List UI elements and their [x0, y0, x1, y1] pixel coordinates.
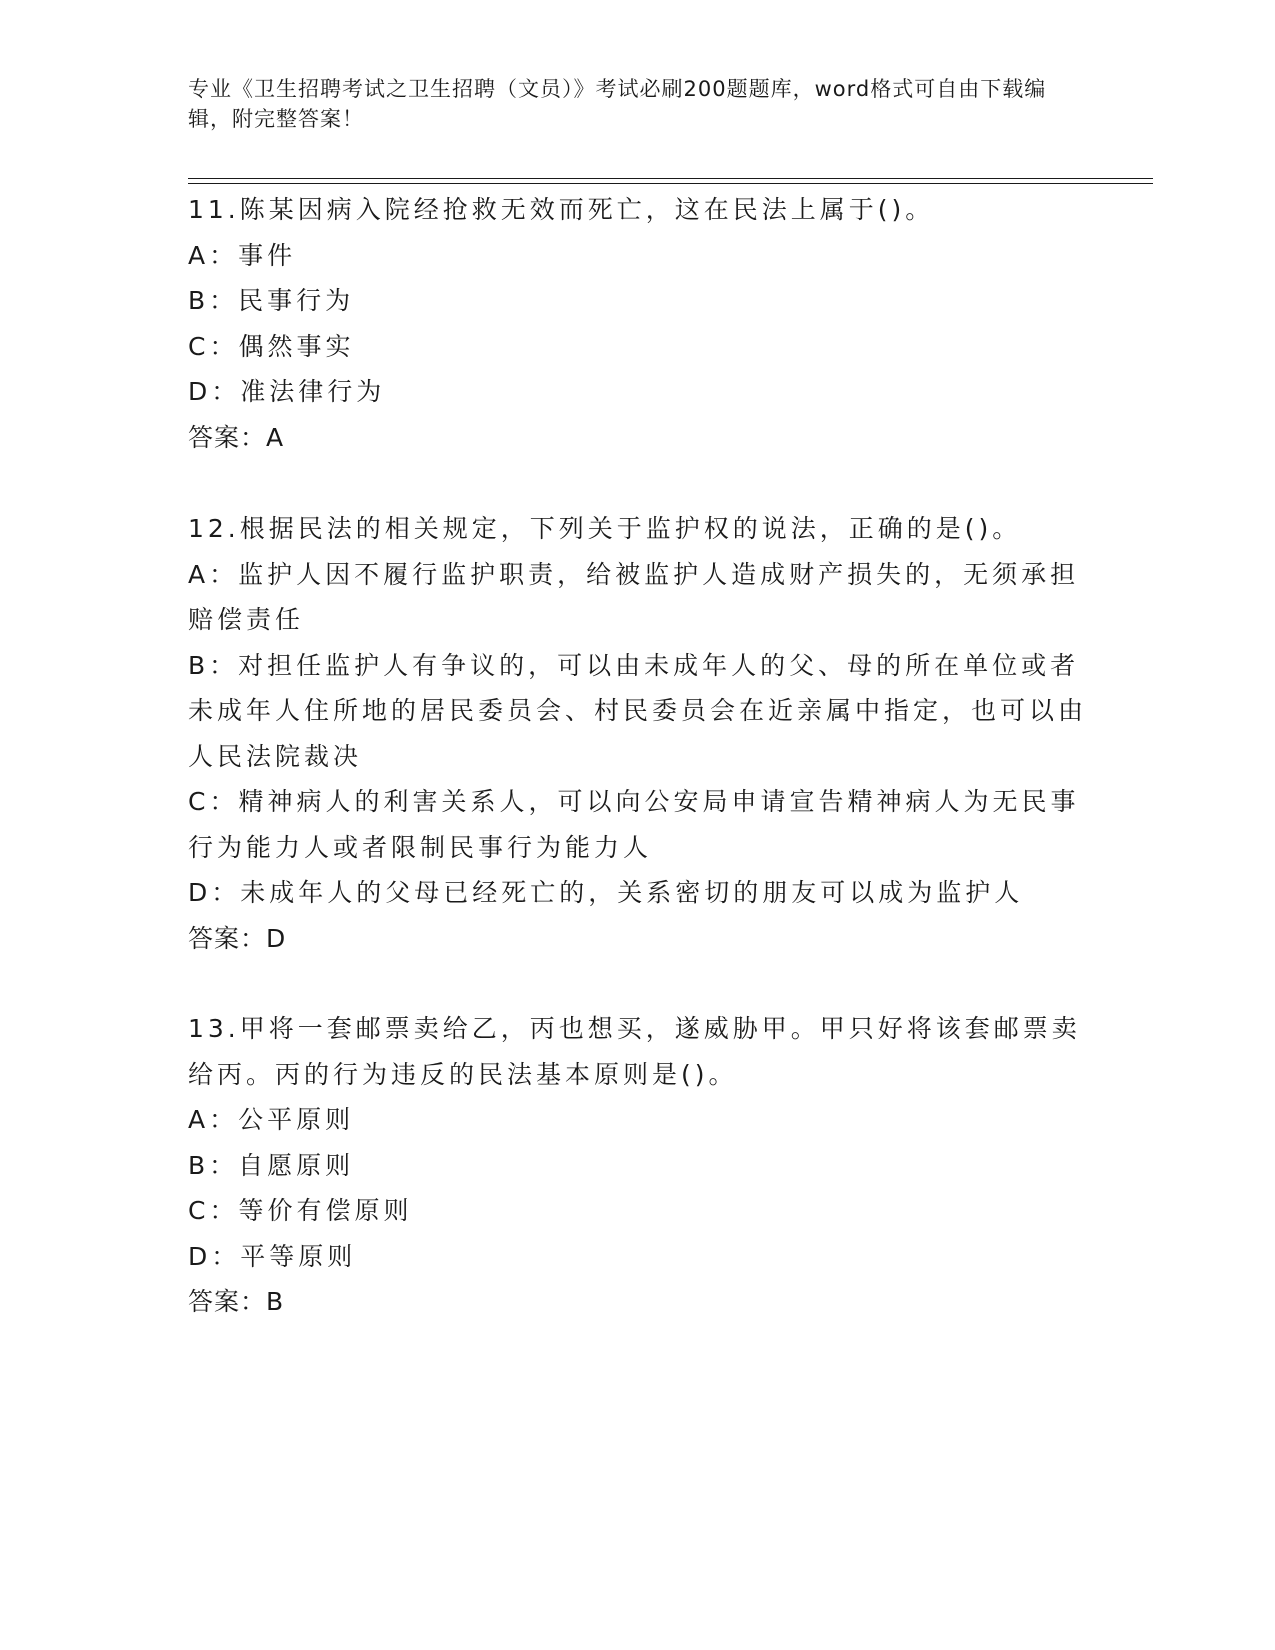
question-stem: 11.陈某因病入院经抢救无效而死亡，这在民法上属于()。	[188, 195, 935, 224]
answer-line: 答案：D	[188, 923, 287, 953]
option-c: C：等价有偿原则	[188, 1196, 413, 1225]
question-11	[188, 187, 1088, 460]
header-divider-top	[188, 178, 1153, 179]
option-d: D：未成年人的父母已经死亡的，关系密切的朋友可以成为监护人	[188, 878, 1024, 907]
question-stem: 12.根据民法的相关规定，下列关于监护权的说法，正确的是()。	[188, 514, 1022, 543]
option-d: D：准法律行为	[188, 377, 386, 406]
option-a: A：监护人因不履行监护职责，给被监护人造成财产损失的，无须承担赔偿责任	[188, 559, 1080, 634]
option-b: B：民事行为	[188, 286, 355, 315]
option-b: B：自愿原则	[188, 1150, 355, 1180]
option-a: A：事件	[188, 240, 297, 270]
option-c: C：精神病人的利害关系人，可以向公安局申请宣告精神病人为无民事行为能力人或者限制民事行为能力人	[188, 787, 1080, 862]
answer-line: 答案：A	[188, 422, 285, 452]
question-12	[188, 506, 1088, 961]
header-divider-bottom	[188, 183, 1153, 184]
option-a: A：公平原则	[188, 1105, 355, 1134]
header-text: 专业《卫生招聘考试之卫生招聘（文员）》考试必刷200题题库，word格式可自由下载编辑，附完整答案！	[188, 77, 1047, 131]
question-stem: 13.甲将一套邮票卖给乙，丙也想买，遂威胁甲。甲只好将该套邮票卖给丙。丙的行为违反的民法基本原则是()。	[188, 1014, 1081, 1089]
question-13	[188, 1006, 1088, 1325]
option-d: D：平等原则	[188, 1241, 357, 1271]
document-header	[188, 74, 1068, 134]
option-b: B：对担任监护人有争议的，可以由未成年人的父、母的所在单位或者未成年人住所地的居民委员会、村民委员会在近亲属中指定，也可以由人民法院裁决	[188, 650, 1088, 771]
option-c: C：偶然事实	[188, 331, 355, 361]
answer-line: 答案：B	[188, 1287, 285, 1316]
